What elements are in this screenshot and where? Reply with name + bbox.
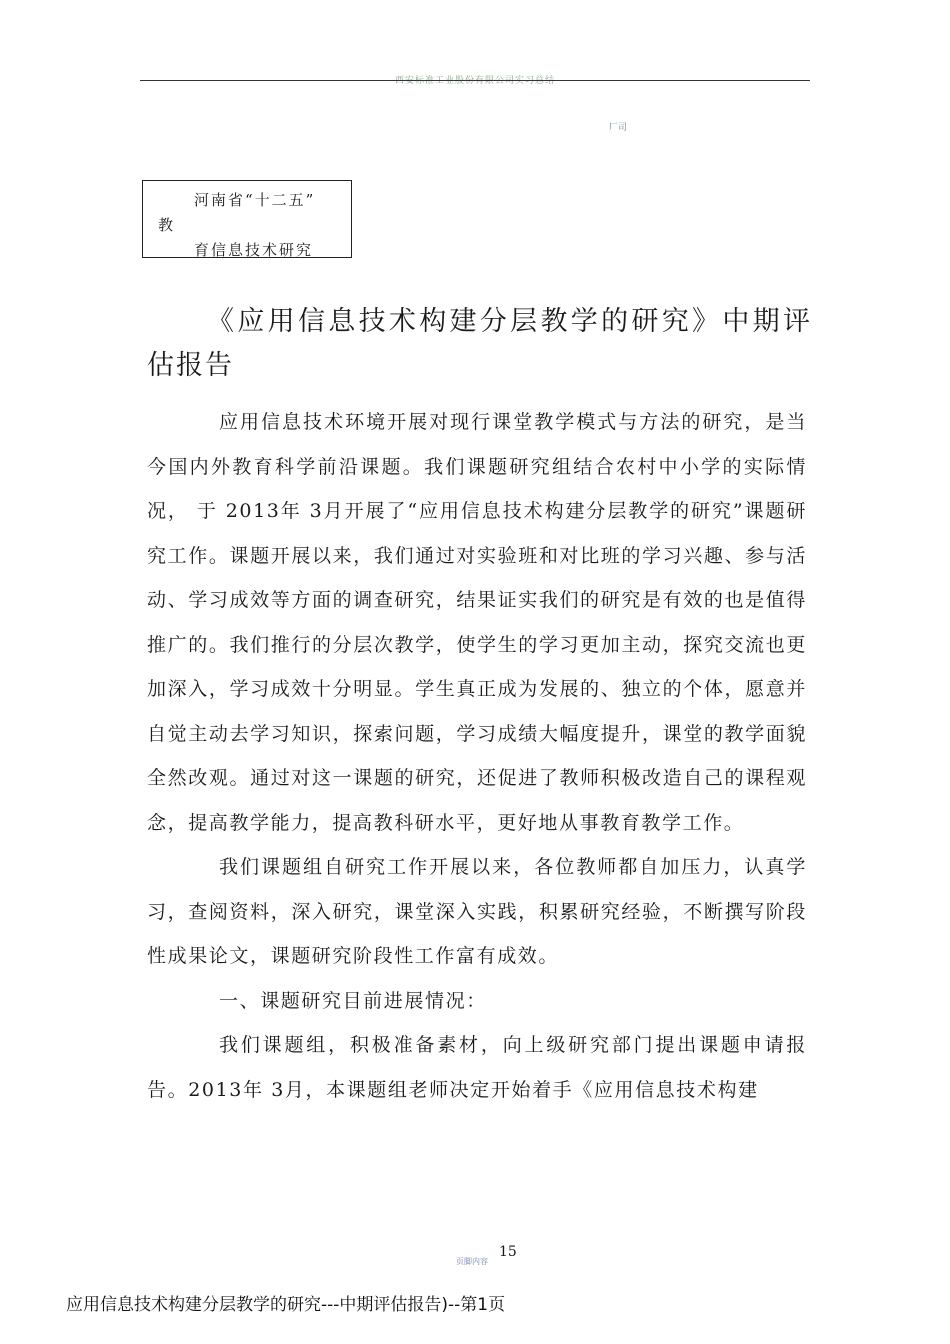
project-label-box [142,180,352,258]
footer-label: 页脚内容 [456,1257,488,1266]
paragraph: 我们课题组，积极准备素材，向上级研究部门提出课题申请报告。2013年 3月，本课题组老师决定开始着手《应用信息技术构建 [147,1034,807,1101]
page-caption: 应用信息技术构建分层教学的研究---中期评估报告)--第1页 [66,1295,506,1315]
box-line-2: 教 [158,216,176,234]
page-number: 15 [499,1244,517,1260]
header-rule [140,80,810,81]
document-body [147,400,807,1112]
header-text: 西安标准工业股份有限公司实习总结 [394,76,555,86]
header-mark: 厂司 [609,123,628,133]
paragraph: 我们课题组自研究工作开展以来，各位教师都自加压力，认真学习，查阅资料，深入研究，课堂深入实践，积累研究经验，不断撰写阶段性成果论文，课题研究阶段性工作富有成效。 [147,856,807,967]
paragraph: 应用信息技术环境开展对现行课堂教学模式与方法的研究，是当今国内外教育科学前沿课题。我们课题研究组结合农村中小学的实际情况， 于 2013年 3月开展了“应用信息技术构建分层教学的研究”课题研究工作。课题开展以来，我们通过对实验班和对比班的学习兴趣、参与活动、学习成效等方面的调查研究，结果证实我们的研究是有效的也是值得推广的。我们推行的分层次教学，使学生的学习更加主动，探究交流也更加深入，学习成效十分明显。学生真正成为发展的、独立的个体，愿意并自觉主动去学习知识，探索问题，学习成绩大幅度提升，课堂的教学面貌全然改观。通过对这一课题的研究，还促进了教师积极改造自己的课程观念，提高教学能力，提高教科研水平，更好地从事教育教学工作。 [147,411,807,834]
section-heading: 一、课题研究目前进展情况： [219,989,487,1012]
document-title: 《应用信息技术构建分层教学的研究》中期评估报告 [147,306,812,381]
box-line-3: 育信息技术研究 [194,241,314,259]
box-line-1: 河南省“十二五” [194,191,316,209]
